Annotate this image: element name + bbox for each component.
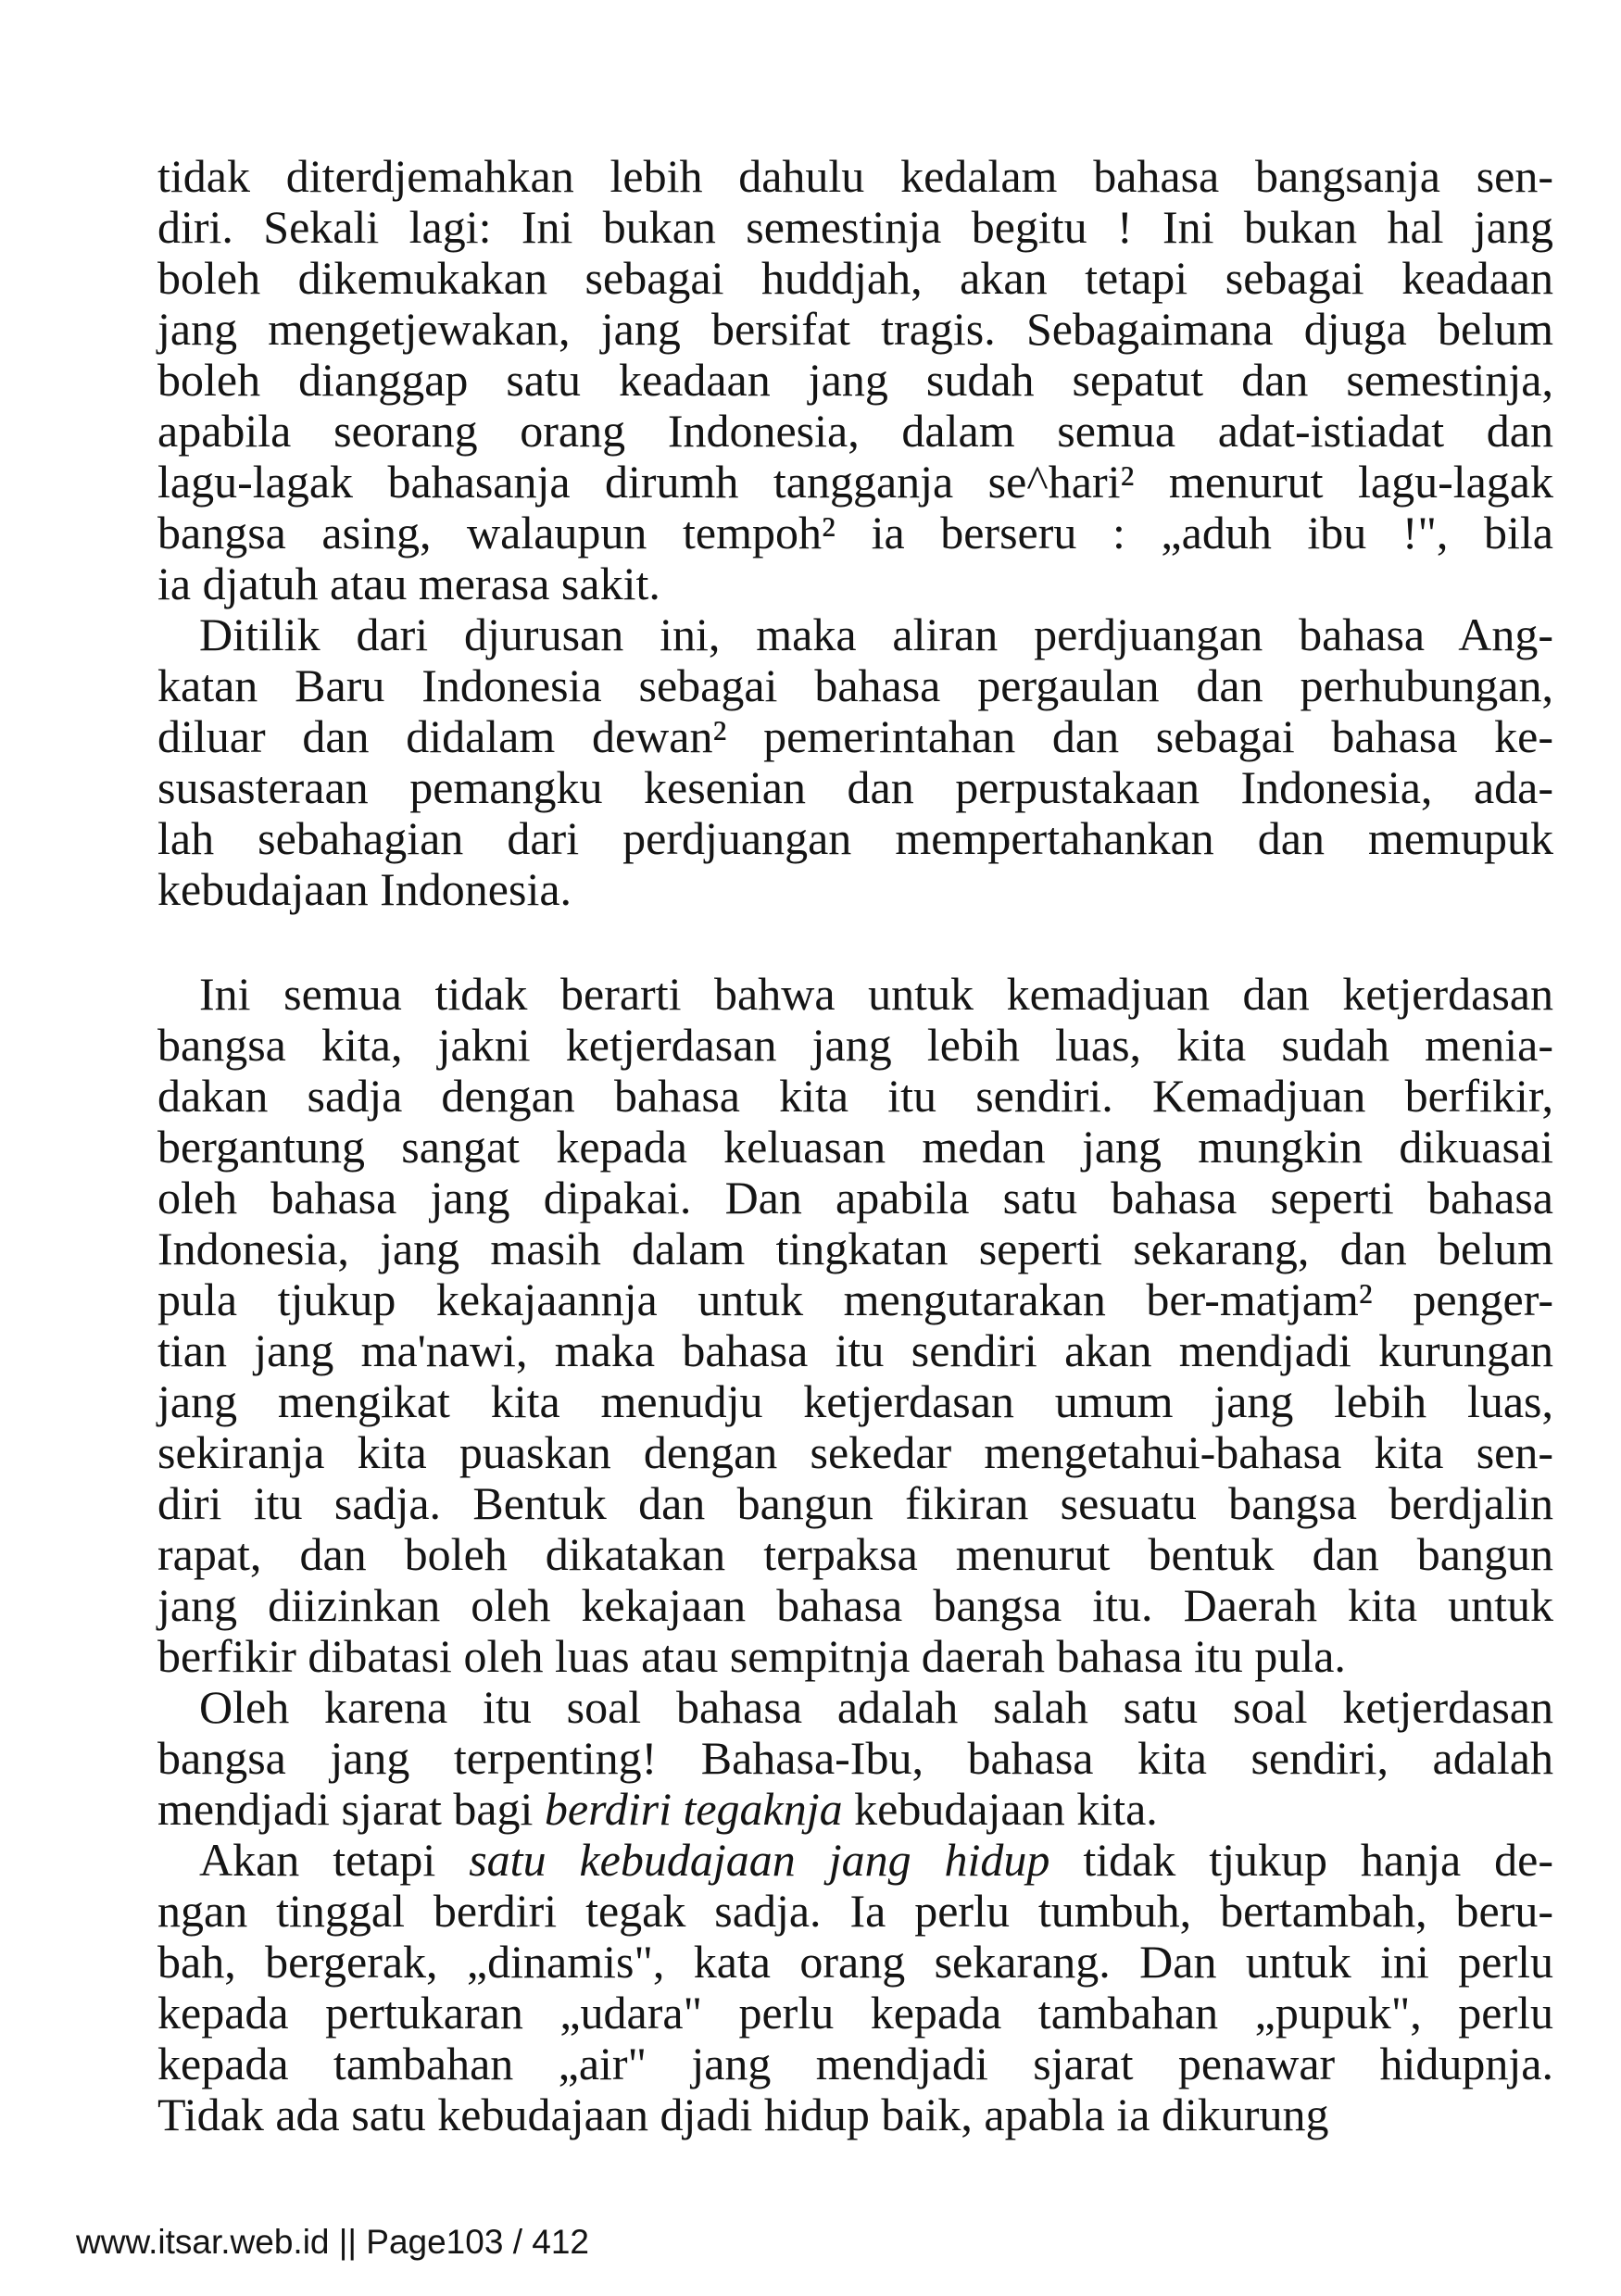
text-segment: jang mengikat kita menudju ketjerdasan umum jang lebih luas,: [157, 1375, 1553, 1427]
text-line: [157, 1223, 1553, 1274]
paragraph: [157, 969, 1553, 1682]
text-line: [157, 1478, 1553, 1529]
text-segment: kebudajaan Indonesia.: [157, 863, 572, 915]
text-line: [157, 1274, 1553, 1325]
text-line: [157, 202, 1553, 253]
text-line: [157, 1122, 1553, 1173]
text-segment: boleh dikemukakan sebagai huddjah, akan tetapi sebagai keadaan: [157, 252, 1553, 304]
text-segment: Ditilik dari djurusan ini, maka aliran perdjuangan bahasa Ang-: [199, 609, 1553, 660]
text-line: [157, 1682, 1553, 1733]
text-segment: jang diizinkan oleh kekajaan bahasa bangsa itu. Daerah kita untuk: [157, 1579, 1553, 1631]
text-segment: dakan sadja dengan bahasa kita itu sendiri. Kemadjuan berfikir,: [157, 1070, 1553, 1122]
text-segment: tidak diterdjemahkan lebih dahulu kedalam bahasa bangsanja sen-: [157, 150, 1553, 202]
text-line: [157, 1886, 1553, 1937]
text-segment: Akan tetapi: [199, 1834, 470, 1886]
text-line: [157, 1784, 1553, 1835]
text-segment: Ini semua tidak berarti bahwa untuk kemadjuan dan ketjerdasan: [199, 968, 1553, 1020]
text-line: [157, 151, 1553, 202]
text-line: [157, 355, 1553, 406]
text-segment: kepada pertukaran „udara" perlu kepada tambahan „pupuk", perlu: [157, 1987, 1553, 2039]
text-line: [157, 1173, 1553, 1223]
text-line: [157, 1580, 1553, 1631]
text-line: [157, 2039, 1553, 2089]
text-line: [157, 406, 1553, 457]
text-line: [157, 558, 1553, 609]
text-segment: Indonesia, jang masih dalam tingkatan seperti sekarang, dan belum: [157, 1223, 1553, 1274]
text-line: [157, 711, 1553, 762]
text-line: [157, 1376, 1553, 1427]
page-text-block: [157, 151, 1553, 2140]
text-line: [157, 1937, 1553, 1988]
text-segment: oleh bahasa jang dipakai. Dan apabila satu bahasa seperti bahasa: [157, 1172, 1553, 1223]
text-line: [157, 457, 1553, 508]
text-segment: apabila seorang orang Indonesia, dalam semua adat-istiadat dan: [157, 405, 1553, 457]
text-line: [157, 1835, 1553, 1886]
text-line: [157, 609, 1553, 660]
text-line: [157, 508, 1553, 558]
text-line: [157, 660, 1553, 711]
text-segment: bangsa kita, jakni ketjerdasan jang lebih luas, kita sudah menia-: [157, 1019, 1553, 1071]
text-segment: Tidak ada satu kebudajaan djadi hidup baik, apabla ia dikurung: [157, 2089, 1329, 2140]
text-segment: jang mengetjewakan, jang bersifat tragis. Sebagaimana djuga belum: [157, 303, 1553, 355]
text-segment: tidak tjukup hanja de-: [1049, 1834, 1553, 1886]
text-segment: Oleh karena itu soal bahasa adalah salah satu soal ketjerdasan: [199, 1681, 1553, 1733]
text-segment: bangsa jang terpenting! Bahasa-Ibu, bahasa kita sendiri, adalah: [157, 1732, 1553, 1784]
text-line: [157, 969, 1553, 1020]
text-segment: boleh dianggap satu keadaan jang sudah sepatut dan semestinja,: [157, 354, 1553, 406]
text-line: [157, 864, 1553, 915]
text-segment: diri. Sekali lagi: Ini bukan semestinja begitu ! Ini bukan hal jang: [157, 201, 1553, 253]
text-line: [157, 1988, 1553, 2039]
text-segment: bah, bergerak, „dinamis", kata orang sekarang. Dan untuk ini perlu: [157, 1936, 1553, 1988]
text-segment: diri itu sadja. Bentuk dan bangun fikiran sesuatu bangsa berdjalin: [157, 1477, 1553, 1529]
text-segment: lagu-lagak bahasanja dirumh tangganja se^hari² menurut lagu-lagak: [157, 456, 1553, 508]
text-line: [157, 1020, 1553, 1071]
italic-text-segment: satu kebudajaan jang hidup: [469, 1834, 1050, 1886]
text-segment: susasteraan pemangku kesenian dan perpustakaan Indonesia, ada-: [157, 761, 1553, 813]
text-segment: katan Baru Indonesia sebagai bahasa pergaulan dan perhubungan,: [157, 659, 1553, 711]
text-line: [157, 304, 1553, 355]
paragraph: [157, 609, 1553, 915]
text-line: [157, 813, 1553, 864]
text-line: [157, 762, 1553, 813]
footer-text: www.itsar.web.id || Page103 / 412: [76, 2223, 589, 2261]
text-segment: mendjadi sjarat bagi: [157, 1783, 545, 1835]
text-segment: tian jang ma'nawi, maka bahasa itu sendiri akan mendjadi kurungan: [157, 1324, 1553, 1376]
text-line: [157, 1529, 1553, 1580]
page-footer: [76, 2222, 589, 2263]
text-segment: ngan tinggal berdiri tegak sadja. Ia perlu tumbuh, bertambah, beru-: [157, 1885, 1553, 1937]
text-segment: berfikir dibatasi oleh luas atau sempitnja daerah bahasa itu pula.: [157, 1630, 1346, 1682]
text-line: [157, 1733, 1553, 1784]
text-segment: kebudajaan kita.: [842, 1783, 1158, 1835]
text-line: [157, 1631, 1553, 1682]
text-segment: lah sebahagian dari perdjuangan mempertahankan dan memupuk: [157, 812, 1553, 864]
text-segment: rapat, dan boleh dikatakan terpaksa menurut bentuk dan bangun: [157, 1528, 1553, 1580]
text-segment: ia djatuh atau merasa sakit.: [157, 558, 660, 609]
text-line: [157, 1427, 1553, 1478]
text-segment: pula tjukup kekajaannja untuk mengutarakan ber-matjam² penger-: [157, 1273, 1553, 1325]
paragraph: [157, 1682, 1553, 1835]
text-line: [157, 1071, 1553, 1122]
text-line: [157, 1325, 1553, 1376]
paragraph: [157, 1835, 1553, 2140]
text-segment: diluar dan didalam dewan² pemerintahan dan sebagai bahasa ke-: [157, 710, 1553, 762]
text-line: [157, 253, 1553, 304]
text-line: [157, 2089, 1553, 2140]
paragraph: [157, 151, 1553, 609]
text-segment: sekiranja kita puaskan dengan sekedar mengetahui-bahasa kita sen-: [157, 1426, 1553, 1478]
text-segment: kepada tambahan „air" jang mendjadi sjarat penawar hidupnja.: [157, 2038, 1553, 2089]
text-segment: bergantung sangat kepada keluasan medan jang mungkin dikuasai: [157, 1121, 1553, 1173]
text-segment: bangsa asing, walaupun tempoh² ia berseru : „aduh ibu !", bila: [157, 507, 1553, 558]
italic-text-segment: berdiri tegaknja: [544, 1783, 843, 1835]
